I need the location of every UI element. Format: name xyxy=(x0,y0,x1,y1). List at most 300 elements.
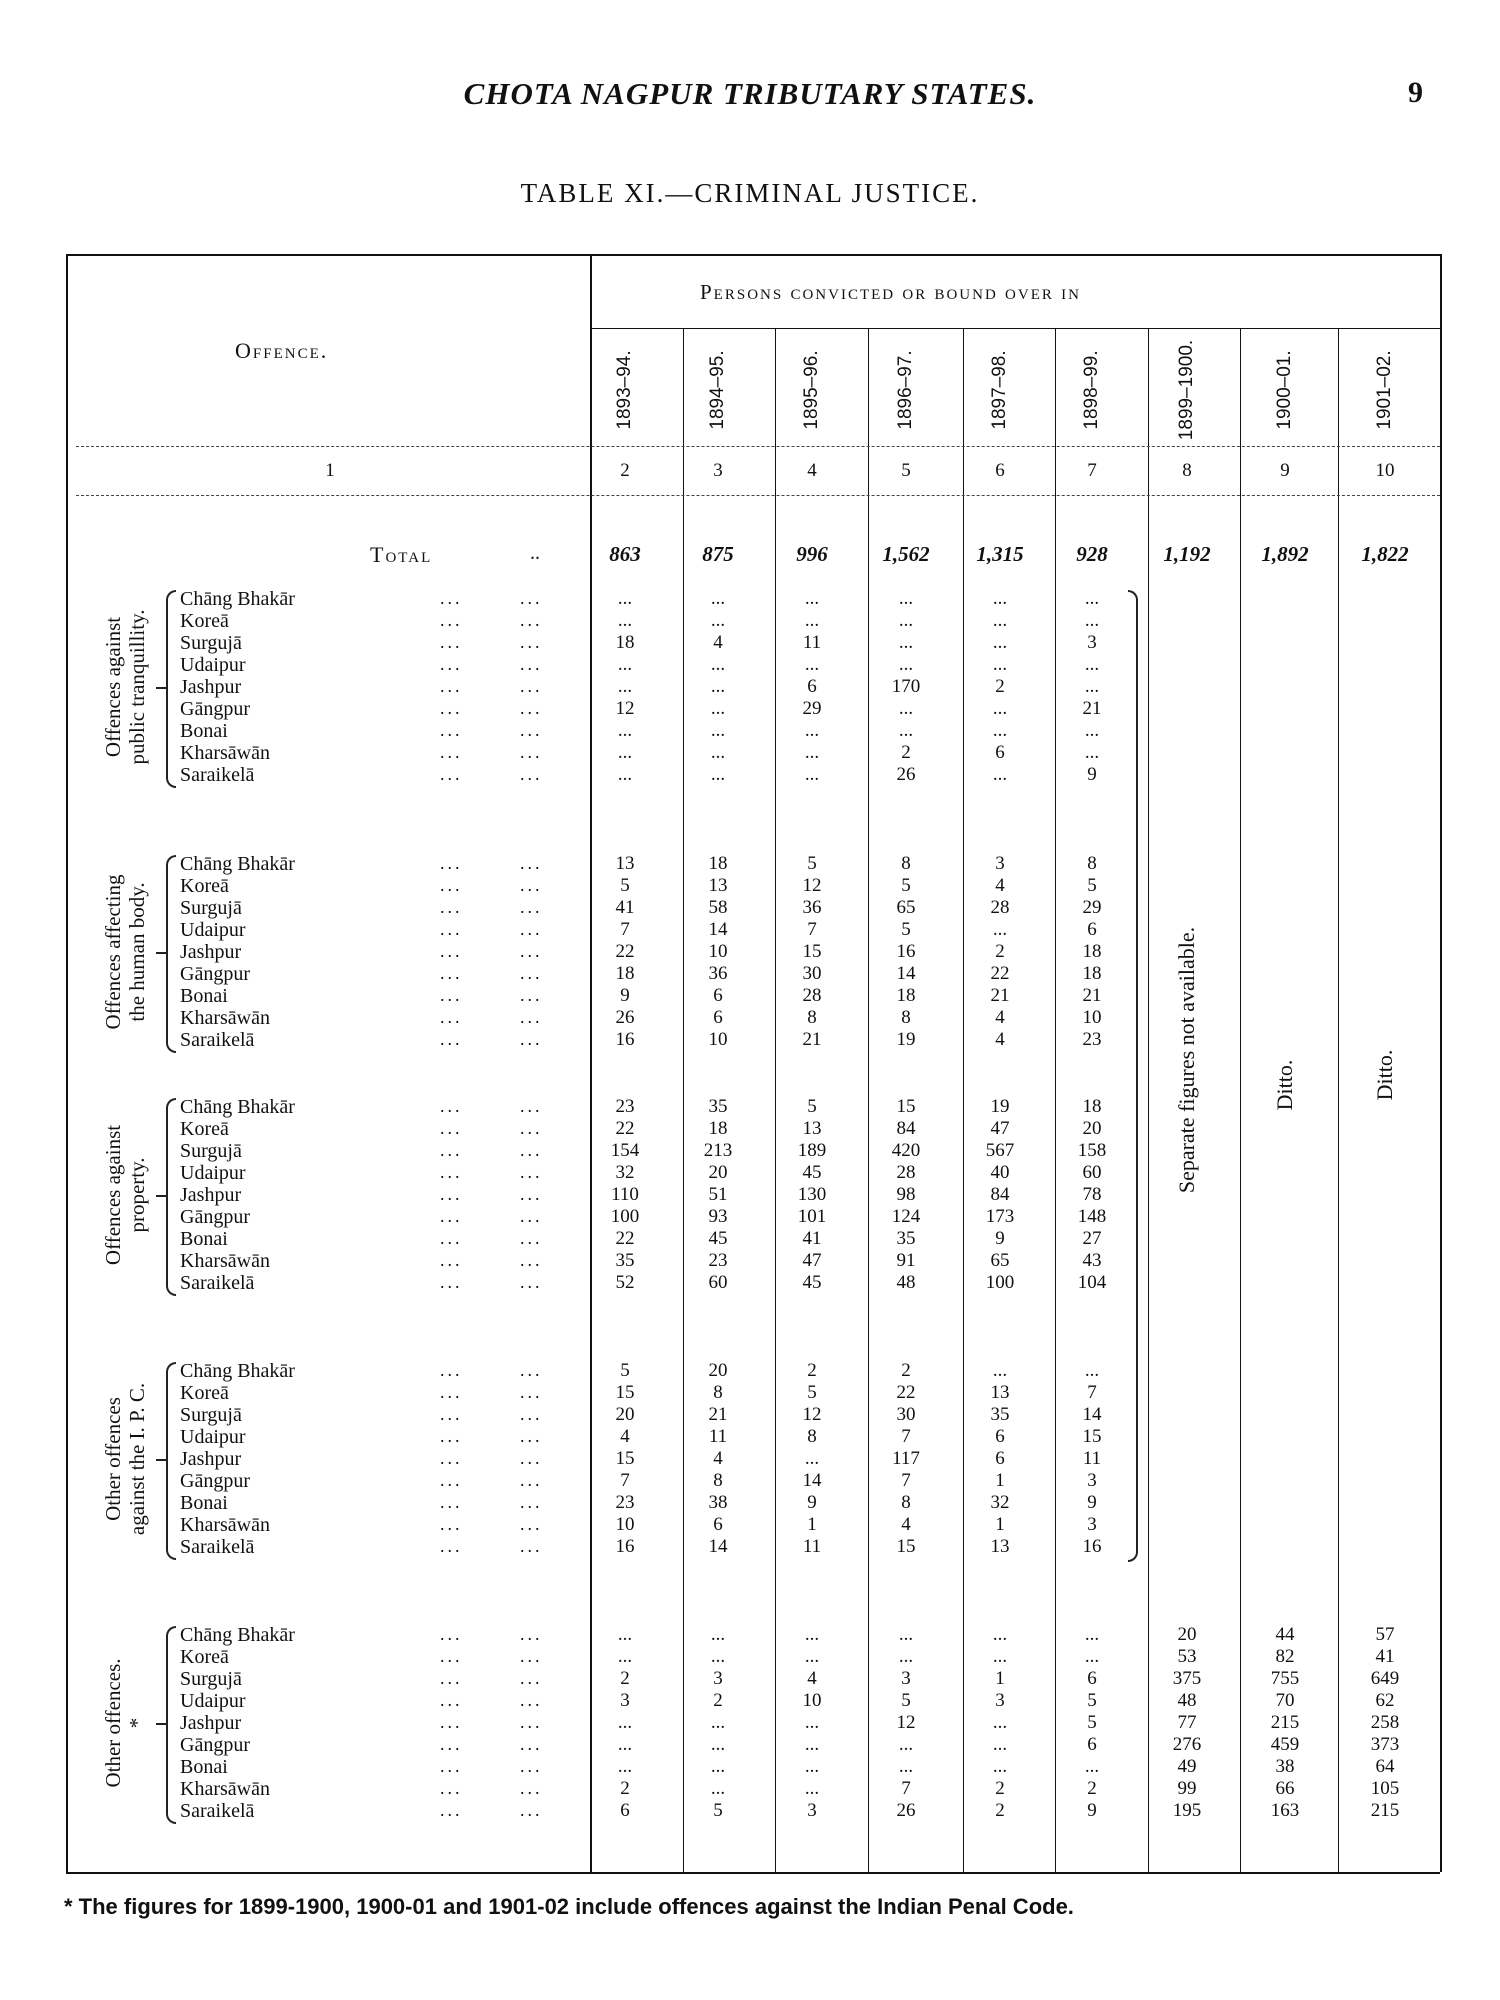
leader-dots: ... xyxy=(440,1162,463,1182)
leader-dots: ... xyxy=(520,676,543,696)
table-cell: 9 xyxy=(1087,1492,1097,1513)
table-cell: ... xyxy=(992,588,1008,609)
table-cell: 38 xyxy=(708,1492,728,1513)
offence-group-line-1: Offences against xyxy=(101,616,125,758)
table-cell: 43 xyxy=(1082,1250,1102,1271)
leader-dots: ... xyxy=(520,1007,543,1027)
state-name: Kharsāwān xyxy=(180,1514,270,1536)
leader-dots: ... xyxy=(520,610,543,630)
table-cell: 420 xyxy=(891,1140,921,1161)
state-name: Bonai xyxy=(180,1756,228,1778)
column-number: 3 xyxy=(713,460,723,481)
offence-group-line-2: against the I. P. C. xyxy=(125,1382,149,1536)
table-cell: 20 xyxy=(615,1404,635,1425)
table-cell: 154 xyxy=(610,1140,640,1161)
page-header xyxy=(0,76,1500,116)
table-cell: ... xyxy=(804,654,820,675)
table-cell: 6 xyxy=(1087,1668,1097,1689)
ditto-note-text: Ditto. xyxy=(1272,1059,1297,1111)
table-cell: 22 xyxy=(615,1118,635,1139)
state-name: Surgujā xyxy=(180,897,242,919)
table-cell: ... xyxy=(1084,588,1100,609)
table-cell: ... xyxy=(617,1712,633,1733)
table-cell: ... xyxy=(617,1756,633,1777)
table-cell: ... xyxy=(898,632,914,653)
table-cell: 44 xyxy=(1275,1624,1295,1645)
offence-heading: Offence. xyxy=(235,338,329,363)
table-cell: 105 xyxy=(1370,1778,1400,1799)
table-cell: 2 xyxy=(995,941,1005,962)
state-name: Kharsāwān xyxy=(180,742,270,764)
table-cell: 8 xyxy=(901,853,911,874)
leader-dots: ... xyxy=(520,1668,543,1688)
table-cell: 29 xyxy=(1082,897,1102,918)
table-cell: ... xyxy=(710,1646,726,1667)
table-cell: ... xyxy=(710,1624,726,1645)
leader-dots: ... xyxy=(440,588,463,608)
state-name: Bonai xyxy=(180,985,228,1007)
table-cell: 1 xyxy=(995,1668,1005,1689)
table-cell: 65 xyxy=(990,1250,1010,1271)
closing-brace xyxy=(1128,590,1138,1562)
table-cell: ... xyxy=(992,1360,1008,1381)
table-cell: 9 xyxy=(620,985,630,1006)
state-name: Saraikelā xyxy=(180,1800,255,1822)
table-cell: 29 xyxy=(802,698,822,719)
table-cell: 101 xyxy=(797,1206,827,1227)
column-number: 4 xyxy=(807,460,817,481)
leader-dots: ... xyxy=(520,1734,543,1754)
table-cell: 5 xyxy=(807,1096,817,1117)
table-cell: 100 xyxy=(985,1272,1015,1293)
state-name: Saraikelā xyxy=(180,1536,255,1558)
table-cell: 84 xyxy=(896,1118,916,1139)
table-cell: 3 xyxy=(807,1800,817,1821)
leader-dots: ... xyxy=(520,1118,543,1138)
table-cell: ... xyxy=(898,698,914,719)
table-cell: ... xyxy=(1084,742,1100,763)
table-cell: 6 xyxy=(713,1007,723,1028)
table-cell: ... xyxy=(804,1756,820,1777)
table-top-rule xyxy=(66,254,1440,256)
state-name: Udaipur xyxy=(180,919,246,941)
offence-column-rule xyxy=(590,254,592,1872)
table-cell: 12 xyxy=(802,875,822,896)
leader-dots: ... xyxy=(520,1448,543,1468)
table-cell: 18 xyxy=(708,853,728,874)
group-brace xyxy=(166,1626,176,1824)
table-cell: 7 xyxy=(1087,1382,1097,1403)
total-value: 1,562 xyxy=(882,542,930,566)
table-cell: 5 xyxy=(901,1690,911,1711)
table-cell: ... xyxy=(1084,676,1100,697)
table-cell: 62 xyxy=(1375,1690,1395,1711)
state-name: Jashpur xyxy=(180,941,242,963)
state-name: Surgujā xyxy=(180,1404,242,1426)
leader-dots: ... xyxy=(440,1536,463,1556)
table-cell: 12 xyxy=(802,1404,822,1425)
table-cell: ... xyxy=(898,1646,914,1667)
table-cell: 15 xyxy=(802,941,822,962)
leader-dots: ... xyxy=(440,632,463,652)
leader-dots: ... xyxy=(440,742,463,762)
table-cell: 3 xyxy=(901,1668,911,1689)
table-cell: 6 xyxy=(1087,919,1097,940)
table-cell: 45 xyxy=(708,1228,728,1249)
state-name: Udaipur xyxy=(180,1690,246,1712)
table-cell: 84 xyxy=(990,1184,1010,1205)
table-cell: ... xyxy=(617,764,633,785)
table-cell: 41 xyxy=(615,897,635,918)
year-heading-label: 1900–01. xyxy=(1274,350,1295,430)
table-cell: 215 xyxy=(1370,1800,1400,1821)
state-name: Saraikelā xyxy=(180,764,255,786)
table-cell: 26 xyxy=(615,1007,635,1028)
table-cell: 18 xyxy=(615,963,635,984)
table-cell: 30 xyxy=(896,1404,916,1425)
state-name: Gāngpur xyxy=(180,698,250,720)
table-cell: 15 xyxy=(615,1382,635,1403)
leader-dots: ... xyxy=(520,1228,543,1248)
leader-dots: ... xyxy=(440,1734,463,1754)
leader-dots: ... xyxy=(440,1426,463,1446)
table-cell: 4 xyxy=(713,632,723,653)
table-cell: ... xyxy=(898,588,914,609)
table-cell: ... xyxy=(617,720,633,741)
table-cell: 4 xyxy=(620,1426,630,1447)
total-value: 875 xyxy=(702,542,734,566)
leader-dots: ... xyxy=(520,1096,543,1116)
state-name: Koreā xyxy=(180,610,229,632)
table-cell: 23 xyxy=(708,1250,728,1271)
table-cell: 7 xyxy=(620,1470,630,1491)
table-cell: ... xyxy=(1084,1624,1100,1645)
offence-group-line-1: Offences against xyxy=(101,1124,125,1266)
table-cell: 2 xyxy=(901,1360,911,1381)
leader-dots: ... xyxy=(440,654,463,674)
leader-dots: ... xyxy=(520,963,543,983)
leader-dots: ... xyxy=(520,897,543,917)
table-cell: ... xyxy=(710,1778,726,1799)
state-name: Gāngpur xyxy=(180,963,250,985)
column-number: 10 xyxy=(1375,460,1395,481)
table-left-rule xyxy=(66,254,68,1872)
table-cell: 47 xyxy=(990,1118,1010,1139)
table-cell: ... xyxy=(617,1734,633,1755)
table-cell: ... xyxy=(710,676,726,697)
state-name: Udaipur xyxy=(180,1162,246,1184)
table-cell: 6 xyxy=(807,676,817,697)
offence-group-label-text xyxy=(101,1658,149,1787)
table-cell: 14 xyxy=(708,1536,728,1557)
table-cell: 11 xyxy=(802,1536,822,1557)
offence-group-line-2: property. xyxy=(125,1157,149,1233)
table-cell: 20 xyxy=(1082,1118,1102,1139)
table-cell: ... xyxy=(710,654,726,675)
table-cell: 7 xyxy=(901,1426,911,1447)
leader-dots: ... xyxy=(440,1470,463,1490)
table-cell: 10 xyxy=(615,1514,635,1535)
year-heading-label: 1898–99. xyxy=(1081,350,1102,430)
leader-dots: ... xyxy=(520,1514,543,1534)
leader-dots: ... xyxy=(520,720,543,740)
leader-dots: ... xyxy=(520,1360,543,1380)
leader-dots: ... xyxy=(440,919,463,939)
leader-dots: ... xyxy=(440,1712,463,1732)
table-cell: 649 xyxy=(1370,1668,1400,1689)
year-heading-label: 1896–97. xyxy=(895,350,916,430)
table-cell: 45 xyxy=(802,1272,822,1293)
table-cell: 4 xyxy=(713,1448,723,1469)
table-cell: 3 xyxy=(995,1690,1005,1711)
table-cell: ... xyxy=(617,1646,633,1667)
table-cell: 13 xyxy=(990,1536,1010,1557)
table-cell: 22 xyxy=(896,1382,916,1403)
state-name: Chāng Bhakār xyxy=(180,1360,295,1382)
table-cell: 21 xyxy=(802,1029,822,1050)
running-title: CHOTA NAGPUR TRIBUTARY STATES. xyxy=(463,76,1037,111)
table-cell: 13 xyxy=(802,1118,822,1139)
table-cell: 10 xyxy=(708,1029,728,1050)
table-cell: 276 xyxy=(1172,1734,1202,1755)
table-cell: 10 xyxy=(1082,1007,1102,1028)
state-name: Surgujā xyxy=(180,1140,242,1162)
leader-dots: ... xyxy=(440,963,463,983)
leader-dots: ... xyxy=(440,1668,463,1688)
leader-dots: ... xyxy=(520,1162,543,1182)
table-cell: 459 xyxy=(1270,1734,1300,1755)
leader-dots: ... xyxy=(520,1492,543,1512)
table-cell: 2 xyxy=(620,1778,630,1799)
leader-dots: ... xyxy=(440,1778,463,1798)
leader-dots: ... xyxy=(520,1646,543,1666)
table-cell: 18 xyxy=(1082,1096,1102,1117)
table-cell: 21 xyxy=(990,985,1010,1006)
table-cell: ... xyxy=(804,1778,820,1799)
leader-dots: ... xyxy=(520,1029,543,1049)
table-cell: 195 xyxy=(1172,1800,1202,1821)
group-brace-tip xyxy=(156,1459,168,1461)
leader-dots: ... xyxy=(440,1690,463,1710)
table-cell: 10 xyxy=(802,1690,822,1711)
table-cell: 15 xyxy=(896,1096,916,1117)
table-cell: ... xyxy=(710,588,726,609)
group-brace xyxy=(166,590,176,788)
leader-dots: ... xyxy=(520,1800,543,1820)
table-cell: 15 xyxy=(1082,1426,1102,1447)
leader-dots: ... xyxy=(520,1404,543,1424)
table-cell: 2 xyxy=(620,1668,630,1689)
leader-dots: ... xyxy=(520,1382,543,1402)
table-cell: ... xyxy=(992,632,1008,653)
table-cell: ... xyxy=(898,720,914,741)
table-cell: 163 xyxy=(1270,1800,1300,1821)
table-cell: ... xyxy=(898,1756,914,1777)
offence-group-line-1: Other offences xyxy=(101,1397,125,1521)
table-cell: 35 xyxy=(708,1096,728,1117)
table-cell: ... xyxy=(710,742,726,763)
table-cell: ... xyxy=(992,764,1008,785)
state-name: Jashpur xyxy=(180,1448,242,1470)
state-name: Koreā xyxy=(180,1382,229,1404)
table-cell: 3 xyxy=(1087,1514,1097,1535)
offence-group-line-2: public tranquillity. xyxy=(125,609,149,765)
state-name: Udaipur xyxy=(180,1426,246,1448)
table-cell: 13 xyxy=(990,1382,1010,1403)
table-cell: 5 xyxy=(901,919,911,940)
table-cell: 23 xyxy=(1082,1029,1102,1050)
leader-dots: ... xyxy=(440,1756,463,1776)
leader-dots: ... xyxy=(520,764,543,784)
leader-dots: ... xyxy=(440,764,463,784)
table-cell: ... xyxy=(804,1712,820,1733)
leader-dots: ... xyxy=(440,1800,463,1820)
table-cell: 78 xyxy=(1082,1184,1102,1205)
table-cell: 158 xyxy=(1077,1140,1107,1161)
table-cell: 35 xyxy=(896,1228,916,1249)
table-cell: ... xyxy=(992,654,1008,675)
leader-dots: ... xyxy=(440,1206,463,1226)
table-cell: 23 xyxy=(615,1492,635,1513)
table-cell: ... xyxy=(992,1624,1008,1645)
table-cell: 12 xyxy=(615,698,635,719)
table-cell: 10 xyxy=(708,941,728,962)
table-cell: 14 xyxy=(802,1470,822,1491)
leader-dots: ... xyxy=(440,1272,463,1292)
table-cell: ... xyxy=(898,610,914,631)
table-cell: 20 xyxy=(708,1360,728,1381)
table-cell: 8 xyxy=(901,1492,911,1513)
leader-dots: ... xyxy=(440,1228,463,1248)
leader-dots: ... xyxy=(440,1118,463,1138)
leader-dots: ... xyxy=(520,1140,543,1160)
table-cell: ... xyxy=(710,610,726,631)
table-cell: 3 xyxy=(1087,1470,1097,1491)
table-cell: 22 xyxy=(615,1228,635,1249)
table-cell: 1 xyxy=(807,1514,817,1535)
table-cell: ... xyxy=(804,1448,820,1469)
persons-heading: Persons convicted or bound over in xyxy=(700,280,1081,304)
leader-dots: ... xyxy=(440,1492,463,1512)
leader-dots: ... xyxy=(520,875,543,895)
table-cell: 104 xyxy=(1077,1272,1107,1293)
table-cell: ... xyxy=(804,764,820,785)
leader-dots: ... xyxy=(440,676,463,696)
leader-dots: ... xyxy=(520,1778,543,1798)
table-cell: 258 xyxy=(1370,1712,1400,1733)
leader-dots: ... xyxy=(440,1096,463,1116)
table-cell: 18 xyxy=(896,985,916,1006)
leader-dots: ... xyxy=(520,588,543,608)
table-cell: ... xyxy=(617,588,633,609)
table-cell: 1 xyxy=(995,1514,1005,1535)
state-name: Koreā xyxy=(180,1118,229,1140)
table-cell: 28 xyxy=(896,1162,916,1183)
leader-dots: ... xyxy=(440,897,463,917)
leader-dots: ... xyxy=(520,941,543,961)
table-cell: 14 xyxy=(896,963,916,984)
table-cell: 755 xyxy=(1270,1668,1300,1689)
table-cell: ... xyxy=(804,610,820,631)
table-cell: 21 xyxy=(1082,985,1102,1006)
table-cell: 130 xyxy=(797,1184,827,1205)
table-cell: ... xyxy=(804,588,820,609)
table-cell: 36 xyxy=(708,963,728,984)
table-cell: ... xyxy=(992,1756,1008,1777)
table-cell: 28 xyxy=(990,897,1010,918)
leader-dots: ... xyxy=(440,1140,463,1160)
table-cell: 35 xyxy=(615,1250,635,1271)
leader-dots: ... xyxy=(520,1184,543,1204)
table-cell: 11 xyxy=(1082,1448,1102,1469)
table-cell: ... xyxy=(1084,610,1100,631)
table-cell: 4 xyxy=(995,1007,1005,1028)
table-cell: 6 xyxy=(620,1800,630,1821)
leader-dots: ... xyxy=(520,1712,543,1732)
table-cell: ... xyxy=(992,720,1008,741)
table-cell: 2 xyxy=(713,1690,723,1711)
table-cell: ... xyxy=(617,1624,633,1645)
total-value: 928 xyxy=(1076,542,1108,566)
table-cell: 36 xyxy=(802,897,822,918)
persons-heading-rule xyxy=(590,328,1440,329)
state-name: Kharsāwān xyxy=(180,1007,270,1029)
state-name: Bonai xyxy=(180,1492,228,1514)
table-cell: ... xyxy=(804,1646,820,1667)
year-heading-label: 1901–02. xyxy=(1374,350,1395,430)
table-cell: 58 xyxy=(708,897,728,918)
state-name: Jashpur xyxy=(180,676,242,698)
table-cell: ... xyxy=(992,919,1008,940)
leader-dots: ... xyxy=(440,1404,463,1424)
leader-dots: ... xyxy=(520,1272,543,1292)
leader-dots: ... xyxy=(520,919,543,939)
table-cell: 49 xyxy=(1177,1756,1197,1777)
leader-dots: ... xyxy=(440,1360,463,1380)
table-cell: ... xyxy=(992,610,1008,631)
leader-dots: ... xyxy=(520,1624,543,1644)
table-cell: 373 xyxy=(1370,1734,1400,1755)
table-cell: 48 xyxy=(1177,1690,1197,1711)
state-name: Kharsāwān xyxy=(180,1250,270,1272)
table-cell: 110 xyxy=(611,1184,639,1205)
leader-dots: ... xyxy=(520,985,543,1005)
table-cell: 15 xyxy=(615,1448,635,1469)
table-cell: 16 xyxy=(1082,1536,1102,1557)
table-cell: 213 xyxy=(703,1140,733,1161)
table-cell: 32 xyxy=(990,1492,1010,1513)
table-cell: 15 xyxy=(896,1536,916,1557)
table-cell: 4 xyxy=(995,875,1005,896)
table-cell: ... xyxy=(710,1756,726,1777)
total-value: 1,192 xyxy=(1163,542,1211,566)
table-cell: 7 xyxy=(901,1778,911,1799)
table-cell: 4 xyxy=(995,1029,1005,1050)
group-brace-tip xyxy=(156,1195,168,1197)
leader-dots: ... xyxy=(520,1470,543,1490)
table-cell: 27 xyxy=(1082,1228,1102,1249)
table-cell: 5 xyxy=(1087,1712,1097,1733)
table-cell: ... xyxy=(898,1624,914,1645)
total-value: 1,315 xyxy=(976,542,1024,566)
table-cell: 13 xyxy=(615,853,635,874)
year-column-rule xyxy=(1338,328,1339,1872)
table-cell: ... xyxy=(992,1712,1008,1733)
column-number: 1 xyxy=(325,460,335,481)
table-cell: 22 xyxy=(990,963,1010,984)
table-cell: ... xyxy=(710,698,726,719)
group-brace xyxy=(166,855,176,1053)
